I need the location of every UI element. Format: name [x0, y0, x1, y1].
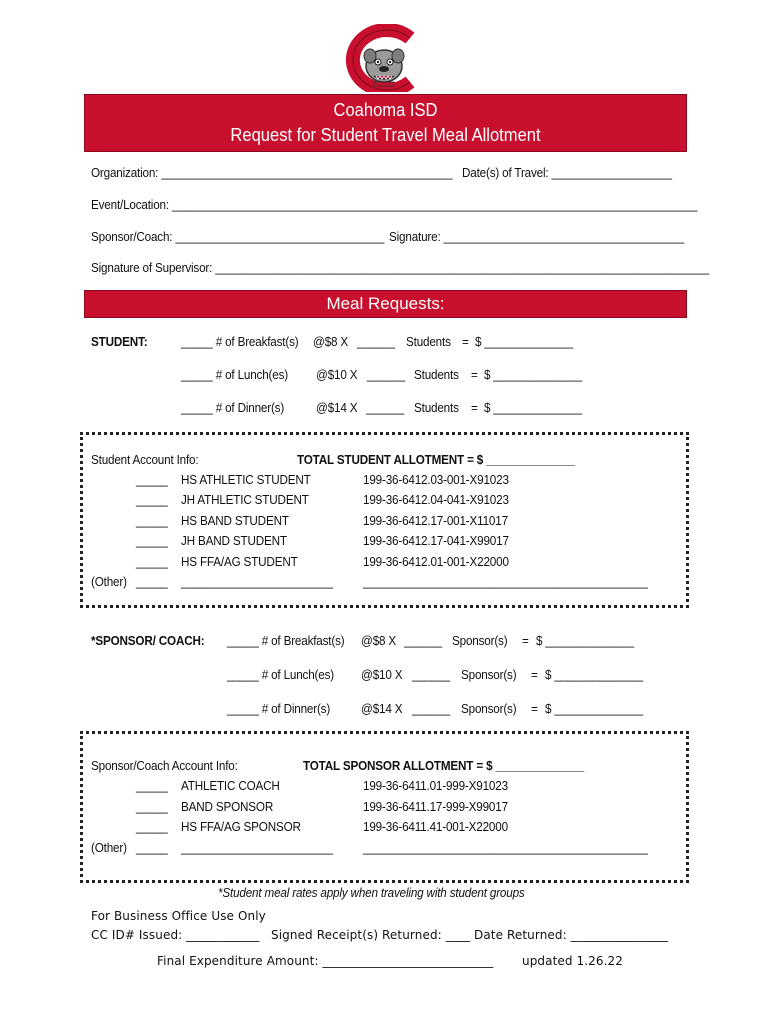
sponsor-dinner-who: Sponsor(s) [461, 701, 517, 716]
student-other-label: (Other) [91, 574, 127, 589]
final-expenditure-field[interactable]: Final Expenditure Amount: ____________________________ [157, 954, 494, 968]
sponsor-other-code[interactable]: _____________________________________________ [363, 840, 648, 855]
student-account-check[interactable]: _____ [136, 472, 168, 487]
sponsor-lunch-amount[interactable]: $ ______________ [545, 667, 643, 682]
student-lunch-rate: @$10 X [316, 367, 358, 382]
student-breakfast-eq: = [462, 334, 469, 349]
sponsor-account-code: 199-36-6411.01-999-X91023 [363, 778, 508, 793]
sponsor-other-name[interactable]: ________________________ [181, 840, 333, 855]
sponsor-account-check[interactable]: _____ [136, 778, 168, 793]
student-account-name: JH ATHLETIC STUDENT [181, 492, 309, 507]
student-account-code: 199-36-6412.17-041-X99017 [363, 533, 509, 548]
rates-note: *Student meal rates apply when traveling with student groups [218, 885, 525, 900]
sponsor-label: *SPONSOR/ COACH: [91, 633, 205, 648]
sponsor-account-name: BAND SPONSOR [181, 799, 274, 814]
student-breakfast-rate: @$8 X [313, 334, 349, 349]
sponsor-lunch-eq: = [531, 667, 538, 682]
student-other-code[interactable]: _____________________________________________ [363, 574, 648, 589]
cc-id-issued-field[interactable]: CC ID# Issued: ____________ [91, 928, 260, 942]
sponsor-account-name: HS FFA/AG SPONSOR [181, 819, 301, 834]
sponsor-breakfast-qty[interactable]: _____ # of Breakfast(s) [227, 633, 345, 648]
sponsor-other-label: (Other) [91, 840, 127, 855]
student-lunch-qty[interactable]: _____ # of Lunch(es) [181, 367, 288, 382]
student-other-check[interactable]: _____ [136, 574, 168, 589]
student-account-code: 199-36-6412.03-001-X91023 [363, 472, 509, 487]
student-breakfast-who: Students [406, 334, 451, 349]
student-lunch-amount[interactable]: $ ______________ [484, 367, 582, 382]
student-lunch-who: Students [414, 367, 459, 382]
sponsor-dinner-count[interactable]: ______ [412, 701, 450, 716]
student-account-label: Student Account Info: [91, 452, 199, 467]
sponsor-breakfast-count[interactable]: ______ [404, 633, 442, 648]
sponsor-coach-field[interactable]: Sponsor/Coach: _________________________________ [91, 229, 385, 244]
student-lunch-count[interactable]: ______ [367, 367, 405, 382]
sponsor-account-code: 199-36-6411.41-001-X22000 [363, 819, 508, 834]
student-account-code: 199-36-6412.01-001-X22000 [363, 554, 509, 569]
student-account-check[interactable]: _____ [136, 554, 168, 569]
updated-date: updated 1.26.22 [522, 954, 624, 968]
sponsor-breakfast-who: Sponsor(s) [452, 633, 508, 648]
signed-receipts-field[interactable]: Signed Receipt(s) Returned: ____ [271, 928, 471, 942]
sponsor-account-check[interactable]: _____ [136, 819, 168, 834]
student-account-name: HS ATHLETIC STUDENT [181, 472, 311, 487]
sponsor-account-label: Sponsor/Coach Account Info: [91, 758, 238, 773]
student-other-name[interactable]: ________________________ [181, 574, 333, 589]
student-account-code: 199-36-6412.04-041-X91023 [363, 492, 509, 507]
student-dinner-amount[interactable]: $ ______________ [484, 400, 582, 415]
sponsor-lunch-qty[interactable]: _____ # of Lunch(es) [227, 667, 334, 682]
date-returned-field[interactable]: Date Returned: ________________ [474, 928, 669, 942]
sponsor-lunch-count[interactable]: ______ [412, 667, 450, 682]
organization-field[interactable]: Organization: ______________________________________________ [91, 165, 453, 180]
total-student-allotment[interactable]: TOTAL STUDENT ALLOTMENT = $ ______________ [297, 452, 575, 467]
student-account-name: HS FFA/AG STUDENT [181, 554, 298, 569]
student-account-check[interactable]: _____ [136, 492, 168, 507]
student-account-name: JH BAND STUDENT [181, 533, 287, 548]
student-account-name: HS BAND STUDENT [181, 513, 289, 528]
sponsor-dinner-rate: @$14 X [361, 701, 403, 716]
student-breakfast-qty[interactable]: _____ # of Breakfast(s) [181, 334, 299, 349]
dates-of-travel-field[interactable]: Date(s) of Travel: ___________________ [462, 165, 672, 180]
student-label: STUDENT: [91, 334, 148, 349]
student-lunch-eq: = [471, 367, 478, 382]
student-dinner-who: Students [414, 400, 459, 415]
sponsor-lunch-rate: @$10 X [361, 667, 403, 682]
total-sponsor-allotment[interactable]: TOTAL SPONSOR ALLOTMENT = $ ______________ [303, 758, 585, 773]
sponsor-dinner-qty[interactable]: _____ # of Dinner(s) [227, 701, 331, 716]
sponsor-breakfast-amount[interactable]: $ ______________ [536, 633, 634, 648]
student-account-code: 199-36-6412.17-001-X11017 [363, 513, 508, 528]
sponsor-breakfast-eq: = [522, 633, 529, 648]
student-account-check[interactable]: _____ [136, 513, 168, 528]
student-dinner-eq: = [471, 400, 478, 415]
form-title: Request for Student Travel Meal Allotment [230, 125, 541, 145]
event-location-field[interactable]: Event/Location: ___________________________________________________________________________________ [91, 197, 698, 212]
student-breakfast-count[interactable]: ______ [357, 334, 395, 349]
sponsor-account-check[interactable]: _____ [136, 799, 168, 814]
sponsor-lunch-who: Sponsor(s) [461, 667, 517, 682]
sponsor-dinner-eq: = [531, 701, 538, 716]
district-name: Coahoma ISD [333, 100, 438, 120]
business-office-heading: For Business Office Use Only [91, 909, 266, 923]
sponsor-account-name: ATHLETIC COACH [181, 778, 280, 793]
sponsor-dinner-amount[interactable]: $ ______________ [545, 701, 643, 716]
form-header [84, 94, 687, 152]
meal-requests-bar: Meal Requests: [84, 290, 687, 318]
student-breakfast-amount[interactable]: $ ______________ [475, 334, 573, 349]
student-dinner-qty[interactable]: _____ # of Dinner(s) [181, 400, 285, 415]
sponsor-other-check[interactable]: _____ [136, 840, 168, 855]
student-account-check[interactable]: _____ [136, 533, 168, 548]
student-dinner-rate: @$14 X [316, 400, 358, 415]
sponsor-account-code: 199-36-6411.17-999-X99017 [363, 799, 508, 814]
signature-field[interactable]: Signature: ______________________________________ [389, 229, 685, 244]
bulldog-logo [340, 24, 430, 92]
sponsor-breakfast-rate: @$8 X [361, 633, 397, 648]
student-dinner-count[interactable]: ______ [366, 400, 404, 415]
supervisor-signature-field[interactable]: Signature of Supervisor: ______________________________________________________________________________ [91, 260, 709, 275]
